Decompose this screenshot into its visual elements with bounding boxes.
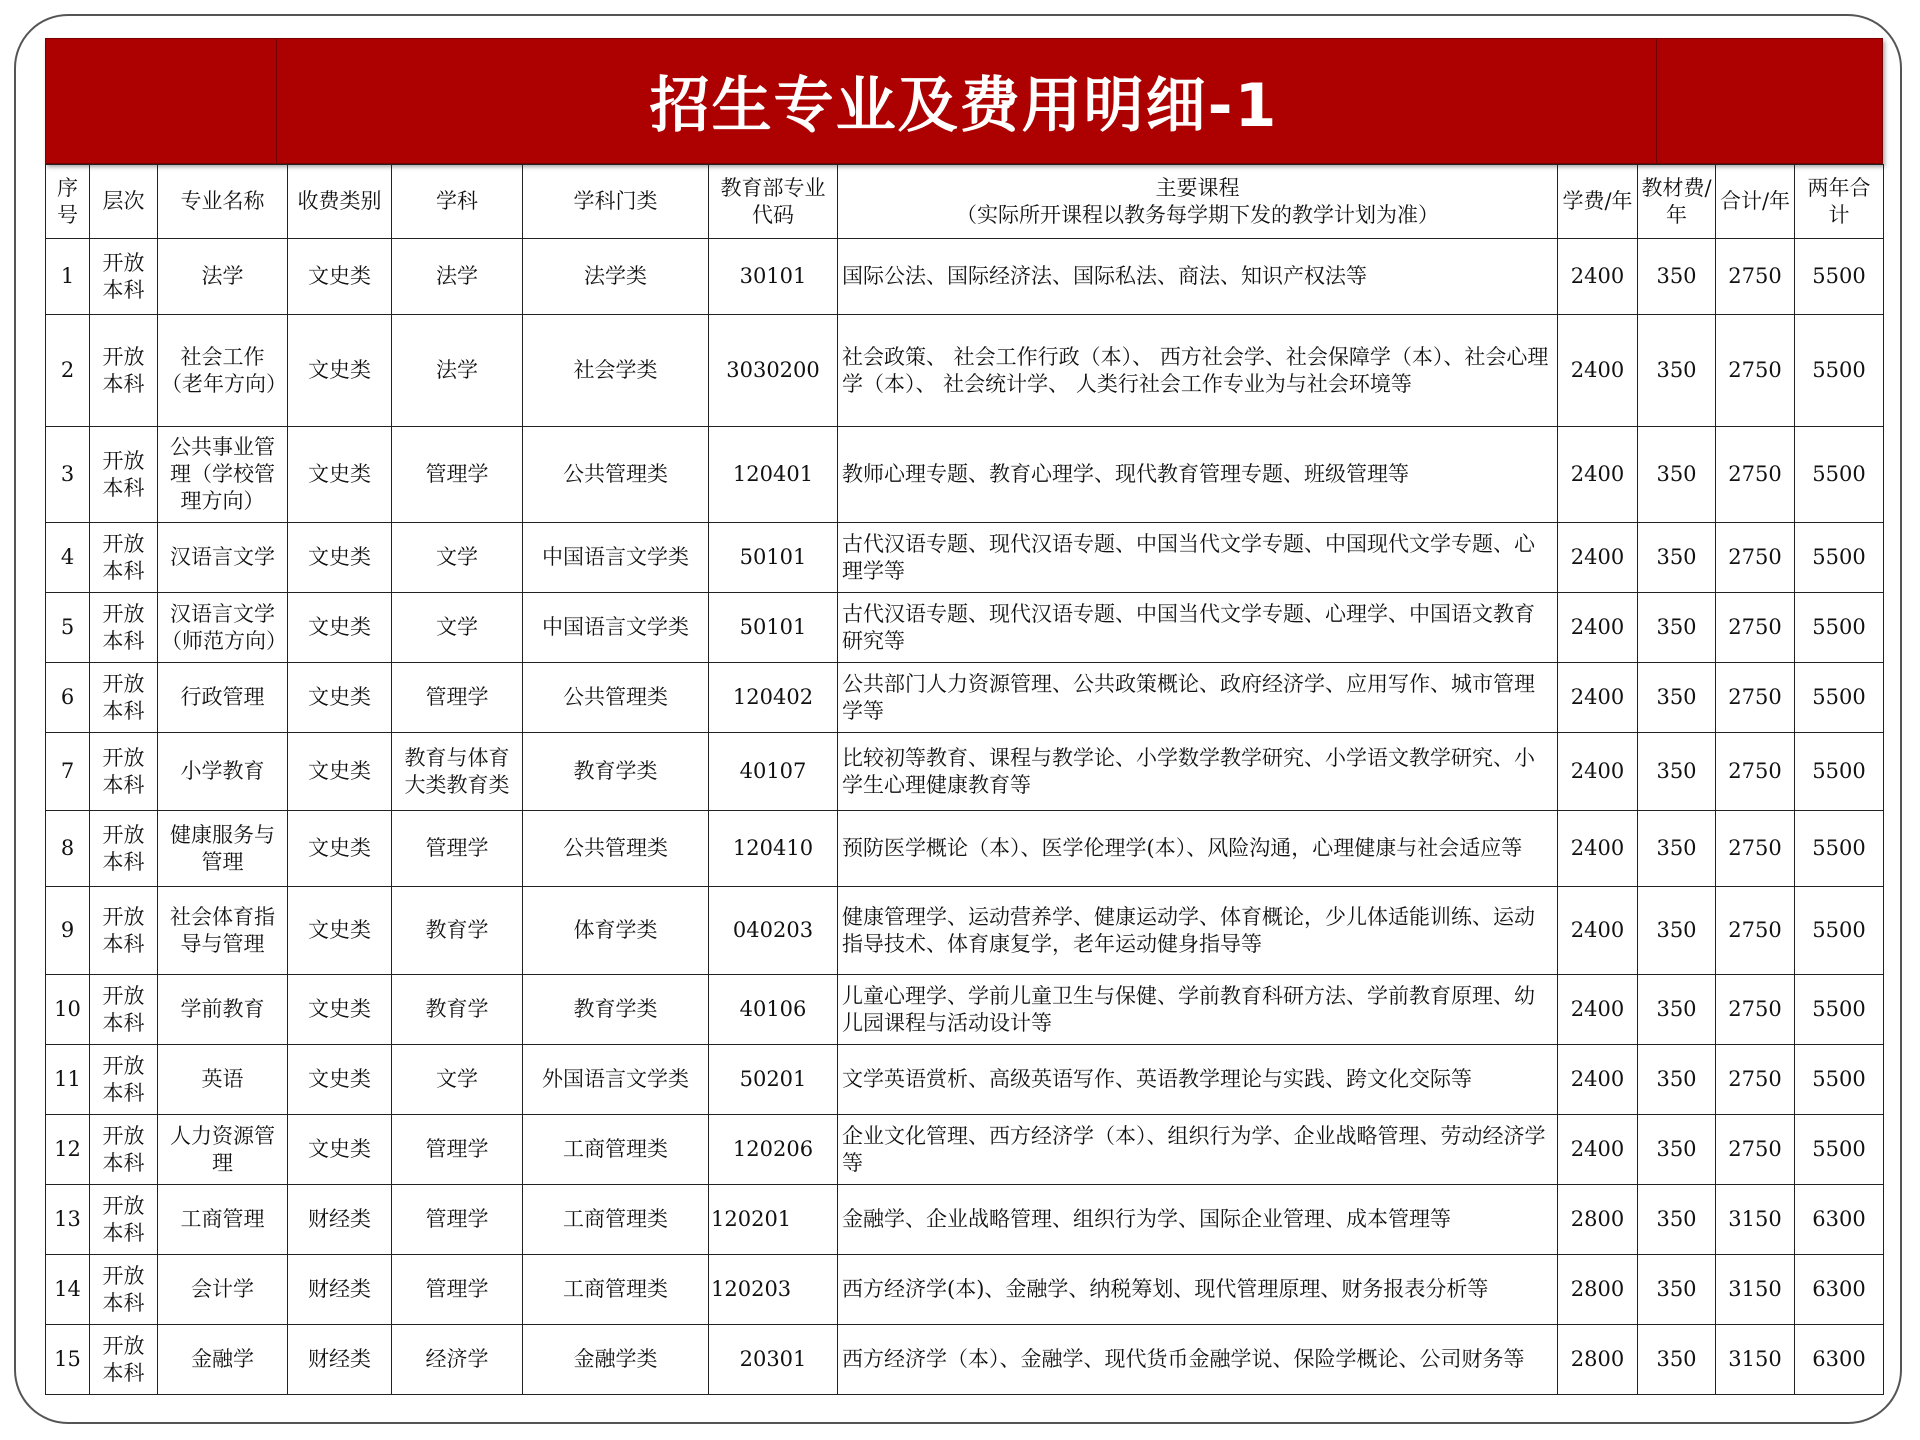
cell-books: 350 (1638, 663, 1716, 733)
cell-fee-type: 文史类 (288, 663, 392, 733)
cell-major: 小学教育 (158, 733, 288, 811)
cell-category: 公共管理类 (523, 663, 709, 733)
header-discipline: 学科 (392, 165, 523, 239)
cell-books: 350 (1638, 811, 1716, 887)
cell-category: 外国语言文学类 (523, 1045, 709, 1115)
cell-two-year: 6300 (1795, 1255, 1884, 1325)
fee-table (45, 164, 1884, 1395)
cell-seq: 7 (46, 733, 90, 811)
cell-books: 350 (1638, 315, 1716, 427)
cell-discipline: 管理学 (392, 1115, 523, 1185)
cell-level: 开放本科 (90, 523, 158, 593)
table-row (46, 811, 1884, 887)
header-courses (838, 165, 1558, 239)
cell-courses: 教师心理专题、教育心理学、现代教育管理专题、班级管理等 (838, 427, 1558, 523)
cell-courses: 金融学、企业战略管理、组织行为学、国际企业管理、成本管理等 (838, 1185, 1558, 1255)
cell-fee-type: 财经类 (288, 1325, 392, 1395)
cell-two-year: 5500 (1795, 811, 1884, 887)
cell-total: 2750 (1716, 1115, 1795, 1185)
cell-two-year: 5500 (1795, 427, 1884, 523)
title-banner (45, 38, 1883, 164)
cell-books: 350 (1638, 427, 1716, 523)
cell-level: 开放本科 (90, 975, 158, 1045)
cell-level: 开放本科 (90, 733, 158, 811)
cell-tuition: 2400 (1558, 663, 1638, 733)
cell-courses: 古代汉语专题、现代汉语专题、中国当代文学专题、中国现代文学专题、心理学等 (838, 523, 1558, 593)
table-row (46, 1325, 1884, 1395)
cell-seq: 8 (46, 811, 90, 887)
header-courses-note: （实际所开课程以教务每学期下发的教学计划为准） (956, 202, 1439, 227)
cell-tuition: 2400 (1558, 1115, 1638, 1185)
cell-category: 中国语言文学类 (523, 593, 709, 663)
cell-courses: 健康管理学、运动营养学、健康运动学、体育概论，少儿体适能训练、运动指导技术、体育康复学，老年运动健身指导等 (838, 887, 1558, 975)
cell-fee-type: 文史类 (288, 975, 392, 1045)
cell-books: 350 (1638, 239, 1716, 315)
cell-level: 开放本科 (90, 663, 158, 733)
cell-seq: 13 (46, 1185, 90, 1255)
cell-courses: 比较初等教育、课程与教学论、小学数学教学研究、小学语文教学研究、小学生心理健康教育等 (838, 733, 1558, 811)
cell-courses: 西方经济学(本)、金融学、纳税筹划、现代管理原理、财务报表分析等 (838, 1255, 1558, 1325)
header-two-year: 两年合计 (1795, 165, 1884, 239)
cell-major: 工商管理 (158, 1185, 288, 1255)
cell-level: 开放本科 (90, 239, 158, 315)
cell-major: 社会体育指导与管理 (158, 887, 288, 975)
cell-books: 350 (1638, 1045, 1716, 1115)
cell-two-year: 5500 (1795, 733, 1884, 811)
cell-fee-type: 文史类 (288, 593, 392, 663)
table-row (46, 427, 1884, 523)
header-level: 层次 (90, 165, 158, 239)
cell-seq: 14 (46, 1255, 90, 1325)
table-row (46, 1045, 1884, 1115)
cell-total: 2750 (1716, 975, 1795, 1045)
cell-level: 开放本科 (90, 811, 158, 887)
cell-major: 学前教育 (158, 975, 288, 1045)
cell-major: 会计学 (158, 1255, 288, 1325)
table-row (46, 315, 1884, 427)
cell-two-year: 5500 (1795, 975, 1884, 1045)
cell-code: 40107 (709, 733, 838, 811)
cell-tuition: 2400 (1558, 523, 1638, 593)
cell-seq: 11 (46, 1045, 90, 1115)
cell-fee-type: 财经类 (288, 1185, 392, 1255)
header-books: 教材费/年 (1638, 165, 1716, 239)
table-row (46, 239, 1884, 315)
cell-discipline: 法学 (392, 315, 523, 427)
cell-courses: 西方经济学（本）、金融学、现代货币金融学说、保险学概论、公司财务等 (838, 1325, 1558, 1395)
cell-category: 金融学类 (523, 1325, 709, 1395)
cell-tuition: 2400 (1558, 811, 1638, 887)
cell-category: 公共管理类 (523, 811, 709, 887)
cell-two-year: 5500 (1795, 315, 1884, 427)
table-row (46, 975, 1884, 1045)
table-row (46, 1115, 1884, 1185)
cell-code: 40106 (709, 975, 838, 1045)
cell-two-year: 5500 (1795, 523, 1884, 593)
cell-fee-type: 文史类 (288, 733, 392, 811)
cell-category: 公共管理类 (523, 427, 709, 523)
cell-level: 开放本科 (90, 593, 158, 663)
cell-code: 30101 (709, 239, 838, 315)
cell-major: 健康服务与管理 (158, 811, 288, 887)
cell-courses: 儿童心理学、学前儿童卫生与保健、学前教育科研方法、学前教育原理、幼儿园课程与活动设计等 (838, 975, 1558, 1045)
cell-total: 2750 (1716, 733, 1795, 811)
table-header-row (46, 165, 1884, 239)
cell-level: 开放本科 (90, 1045, 158, 1115)
cell-category: 体育学类 (523, 887, 709, 975)
cell-category: 工商管理类 (523, 1255, 709, 1325)
cell-fee-type: 文史类 (288, 239, 392, 315)
cell-code: 040203 (709, 887, 838, 975)
cell-total: 2750 (1716, 523, 1795, 593)
cell-discipline: 管理学 (392, 663, 523, 733)
cell-total: 2750 (1716, 887, 1795, 975)
cell-seq: 12 (46, 1115, 90, 1185)
cell-two-year: 5500 (1795, 593, 1884, 663)
cell-code: 50101 (709, 523, 838, 593)
table-row (46, 663, 1884, 733)
header-code: 教育部专业代码 (709, 165, 838, 239)
cell-total: 2750 (1716, 811, 1795, 887)
cell-seq: 10 (46, 975, 90, 1045)
cell-courses: 国际公法、国际经济法、国际私法、商法、知识产权法等 (838, 239, 1558, 315)
cell-tuition: 2400 (1558, 887, 1638, 975)
cell-major: 英语 (158, 1045, 288, 1115)
cell-courses: 文学英语赏析、高级英语写作、英语教学理论与实践、跨文化交际等 (838, 1045, 1558, 1115)
cell-major: 人力资源管理 (158, 1115, 288, 1185)
cell-category: 工商管理类 (523, 1185, 709, 1255)
cell-code: 50101 (709, 593, 838, 663)
cell-major: 汉语言文学 (158, 523, 288, 593)
cell-fee-type: 财经类 (288, 1255, 392, 1325)
cell-seq: 6 (46, 663, 90, 733)
cell-major: 法学 (158, 239, 288, 315)
cell-two-year: 5500 (1795, 1115, 1884, 1185)
cell-tuition: 2400 (1558, 239, 1638, 315)
cell-two-year: 5500 (1795, 1045, 1884, 1115)
table-row (46, 1255, 1884, 1325)
cell-seq: 3 (46, 427, 90, 523)
cell-tuition: 2400 (1558, 733, 1638, 811)
cell-courses: 社会政策、 社会工作行政（本）、 西方社会学、社会保障学（本）、社会心理学（本）、 社会统计学、 人类行社会工作专业为与社会环境等 (838, 315, 1558, 427)
header-major: 专业名称 (158, 165, 288, 239)
cell-major: 行政管理 (158, 663, 288, 733)
cell-total: 3150 (1716, 1255, 1795, 1325)
cell-level: 开放本科 (90, 1185, 158, 1255)
cell-category: 社会学类 (523, 315, 709, 427)
cell-total: 2750 (1716, 427, 1795, 523)
cell-two-year: 6300 (1795, 1185, 1884, 1255)
cell-two-year: 5500 (1795, 239, 1884, 315)
cell-discipline: 教育与体育大类教育类 (392, 733, 523, 811)
cell-tuition: 2400 (1558, 315, 1638, 427)
cell-fee-type: 文史类 (288, 315, 392, 427)
header-seq: 序号 (46, 165, 90, 239)
cell-major: 公共事业管理（学校管理方向） (158, 427, 288, 523)
cell-courses: 企业文化管理、西方经济学（本）、组织行为学、企业战略管理、劳动经济学等 (838, 1115, 1558, 1185)
cell-seq: 9 (46, 887, 90, 975)
cell-code: 120201 (709, 1185, 838, 1255)
cell-seq: 2 (46, 315, 90, 427)
cell-books: 350 (1638, 1185, 1716, 1255)
cell-seq: 4 (46, 523, 90, 593)
cell-category: 中国语言文学类 (523, 523, 709, 593)
cell-code: 120402 (709, 663, 838, 733)
cell-total: 2750 (1716, 1045, 1795, 1115)
cell-fee-type: 文史类 (288, 811, 392, 887)
cell-two-year: 5500 (1795, 887, 1884, 975)
cell-fee-type: 文史类 (288, 1045, 392, 1115)
cell-courses: 预防医学概论（本）、医学伦理学(本）、风险沟通，心理健康与社会适应等 (838, 811, 1558, 887)
cell-seq: 15 (46, 1325, 90, 1395)
cell-books: 350 (1638, 975, 1716, 1045)
table-row (46, 887, 1884, 975)
cell-category: 法学类 (523, 239, 709, 315)
cell-courses: 古代汉语专题、现代汉语专题、中国当代文学专题、心理学、中国语文教育研究等 (838, 593, 1558, 663)
cell-books: 350 (1638, 1115, 1716, 1185)
header-tuition: 学费/年 (1558, 165, 1638, 239)
page-title: 招生专业及费用明细-1 (649, 71, 1279, 141)
header-courses-label: 主要课程 (1155, 175, 1240, 200)
table-row (46, 523, 1884, 593)
cell-books: 350 (1638, 1255, 1716, 1325)
table-row (46, 1185, 1884, 1255)
cell-tuition: 2800 (1558, 1325, 1638, 1395)
cell-tuition: 2400 (1558, 975, 1638, 1045)
cell-total: 2750 (1716, 239, 1795, 315)
cell-level: 开放本科 (90, 1115, 158, 1185)
cell-total: 3150 (1716, 1185, 1795, 1255)
cell-books: 350 (1638, 733, 1716, 811)
cell-code: 50201 (709, 1045, 838, 1115)
cell-total: 3150 (1716, 1325, 1795, 1395)
table-row (46, 593, 1884, 663)
cell-code: 120203 (709, 1255, 838, 1325)
cell-discipline: 管理学 (392, 1255, 523, 1325)
cell-major: 汉语言文学（师范方向） (158, 593, 288, 663)
cell-category: 教育学类 (523, 975, 709, 1045)
cell-code: 120206 (709, 1115, 838, 1185)
cell-code: 120410 (709, 811, 838, 887)
header-total: 合计/年 (1716, 165, 1795, 239)
cell-books: 350 (1638, 1325, 1716, 1395)
cell-discipline: 管理学 (392, 811, 523, 887)
cell-total: 2750 (1716, 315, 1795, 427)
cell-category: 教育学类 (523, 733, 709, 811)
cell-discipline: 教育学 (392, 887, 523, 975)
cell-discipline: 法学 (392, 239, 523, 315)
cell-level: 开放本科 (90, 887, 158, 975)
cell-seq: 5 (46, 593, 90, 663)
cell-books: 350 (1638, 523, 1716, 593)
cell-fee-type: 文史类 (288, 523, 392, 593)
table-row (46, 733, 1884, 811)
header-fee-type: 收费类别 (288, 165, 392, 239)
cell-level: 开放本科 (90, 1325, 158, 1395)
cell-discipline: 管理学 (392, 427, 523, 523)
cell-discipline: 教育学 (392, 975, 523, 1045)
cell-code: 120401 (709, 427, 838, 523)
cell-total: 2750 (1716, 663, 1795, 733)
cell-discipline: 管理学 (392, 1185, 523, 1255)
cell-level: 开放本科 (90, 1255, 158, 1325)
cell-major: 金融学 (158, 1325, 288, 1395)
header-category: 学科门类 (523, 165, 709, 239)
cell-total: 2750 (1716, 593, 1795, 663)
cell-books: 350 (1638, 593, 1716, 663)
cell-tuition: 2400 (1558, 427, 1638, 523)
cell-discipline: 文学 (392, 1045, 523, 1115)
cell-discipline: 经济学 (392, 1325, 523, 1395)
cell-level: 开放本科 (90, 427, 158, 523)
cell-level: 开放本科 (90, 315, 158, 427)
cell-category: 工商管理类 (523, 1115, 709, 1185)
cell-discipline: 文学 (392, 523, 523, 593)
cell-discipline: 文学 (392, 593, 523, 663)
cell-code: 3030200 (709, 315, 838, 427)
cell-courses: 公共部门人力资源管理、公共政策概论、政府经济学、应用写作、城市管理学等 (838, 663, 1558, 733)
cell-fee-type: 文史类 (288, 427, 392, 523)
cell-two-year: 5500 (1795, 663, 1884, 733)
cell-tuition: 2400 (1558, 1045, 1638, 1115)
cell-major: 社会工作（老年方向） (158, 315, 288, 427)
cell-tuition: 2800 (1558, 1255, 1638, 1325)
cell-books: 350 (1638, 887, 1716, 975)
cell-fee-type: 文史类 (288, 887, 392, 975)
cell-two-year: 6300 (1795, 1325, 1884, 1395)
cell-tuition: 2800 (1558, 1185, 1638, 1255)
cell-code: 20301 (709, 1325, 838, 1395)
cell-tuition: 2400 (1558, 593, 1638, 663)
cell-seq: 1 (46, 239, 90, 315)
cell-fee-type: 文史类 (288, 1115, 392, 1185)
